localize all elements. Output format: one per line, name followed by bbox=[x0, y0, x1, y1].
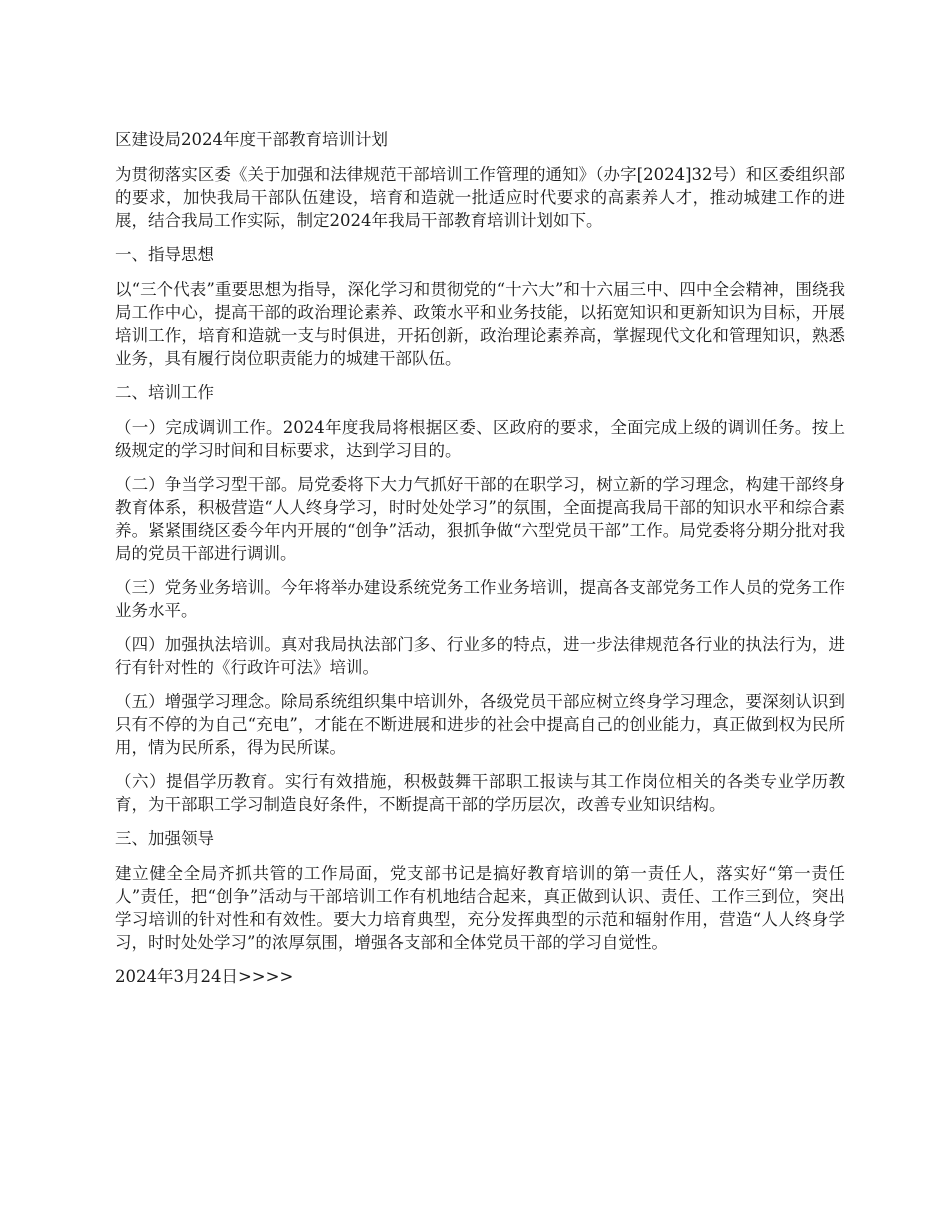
leadership-paragraph: 建立健全全局齐抓共管的工作局面，党支部书记是搞好教育培训的第一责任人，落实好“第一责任人”责任，把“创争”活动与干部培训工作有机地结合起来，真正做到认识、责任、工作三到位，突出学习培训的针对性和有效性。要大力培育典型，充分发挥典型的示范和辐射作用，营造“人人终身学习，时时处处学习”的浓厚氛围，增强各支部和全体党员干部的学习自觉性。 bbox=[115, 864, 845, 952]
guiding-ideology-paragraph: 以“三个代表”重要思想为指导，深化学习和贯彻党的“十六大”和十六届三中、四中全会精神，围绕我局工作中心，提高干部的政治理论素养、政策水平和业务技能，以拓宽知识和更新知识为目标，开展培训工作，培育和造就一支与时俱进，开拓创新，政治理论素养高，掌握现代文化和管理知识，熟悉业务，具有履行岗位职责能力的城建干部队伍。 bbox=[115, 280, 845, 368]
section-heading-guiding-ideology: 一、指导思想 bbox=[115, 245, 214, 264]
training-item: （六）提倡学历教育。实行有效措施，积极鼓舞干部职工报读与其工作岗位相关的各类专业学历教育，为干部职工学习制造良好条件，不断提高干部的学历层次，改善专业知识结构。 bbox=[115, 772, 845, 814]
training-item: （一）完成调训工作。2024年度我局将根据区委、区政府的要求，全面完成上级的调训任务。按上级规定的学习时间和目标要求，达到学习目的。 bbox=[115, 418, 845, 460]
document-title: 区建设局2024年度干部教育培训计划 bbox=[115, 130, 388, 149]
training-item: （五）增强学习理念。除局系统组织集中培训外，各级党员干部应树立终身学习理念，要深刻认识到只有不停的为自己“充电”，才能在不断进展和进步的社会中提高自己的创业能力，真正做到权为民所用，情为民所系，得为民所谋。 bbox=[115, 692, 845, 757]
section-heading-training-work: 二、培训工作 bbox=[115, 383, 214, 402]
document-body bbox=[115, 128, 845, 999]
document-date: 2024年3月24日>>>> bbox=[115, 967, 294, 986]
training-item: （三）党务业务培训。今年将举办建设系统党务工作业务培训，提高各支部党务工作人员的党务工作业务水平。 bbox=[115, 578, 845, 620]
intro-paragraph: 为贯彻落实区委《关于加强和法律规范干部培训工作管理的通知》（办字[2024]32号）和区委组织部的要求，加快我局干部队伍建设，培育和造就一批适应时代要求的高素养人才，推动城建工作的进展，结合我局工作实际，制定2024年我局干部教育培训计划如下。 bbox=[115, 165, 845, 230]
training-item: （二）争当学习型干部。局党委将下大力气抓好干部的在职学习，树立新的学习理念，构建干部终身教育体系，积极营造“人人终身学习，时时处处学习”的氛围，全面提高我局干部的知识水平和综合素养。紧紧围绕区委今年内开展的“创争”活动，狠抓争做“六型党员干部”工作。局党委将分期分批对我局的党员干部进行调训。 bbox=[115, 475, 845, 563]
training-item: （四）加强执法培训。真对我局执法部门多、行业多的特点，进一步法律规范各行业的执法行为，进行有针对性的《行政许可法》培训。 bbox=[115, 635, 845, 677]
section-heading-leadership: 三、加强领导 bbox=[115, 829, 214, 848]
